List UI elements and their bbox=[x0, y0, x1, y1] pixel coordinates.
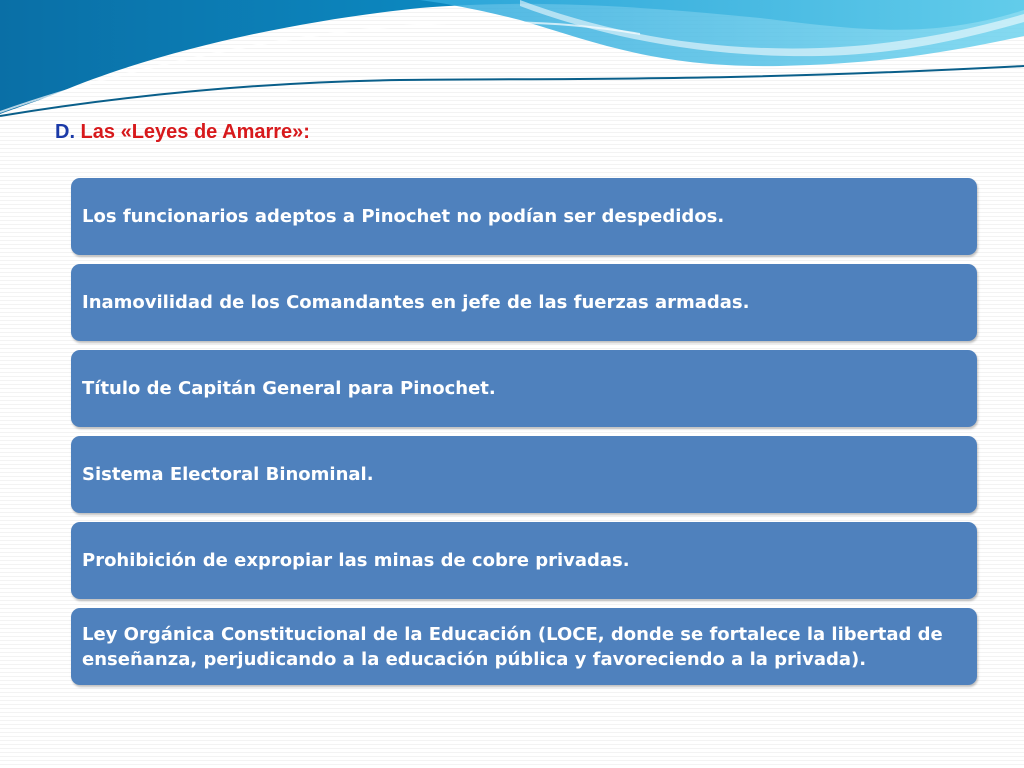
list-item bbox=[71, 436, 977, 513]
list-item-text: Prohibición de expropiar las minas de cobre privadas. bbox=[82, 550, 630, 571]
wave-edge-line bbox=[0, 66, 1024, 116]
leyes-list bbox=[71, 178, 977, 685]
slide-title-prefix: D. bbox=[55, 121, 75, 143]
list-item bbox=[71, 608, 977, 685]
list-item bbox=[71, 264, 977, 341]
list-item bbox=[71, 350, 977, 427]
list-item-text: Inamovilidad de los Comandantes en jefe de las fuerzas armadas. bbox=[82, 292, 750, 313]
slide-title bbox=[55, 118, 310, 146]
list-item-text: Los funcionarios adeptos a Pinochet no podían ser despedidos. bbox=[82, 206, 725, 227]
list-item bbox=[71, 522, 977, 599]
list-item-text: Título de Capitán General para Pinochet. bbox=[82, 378, 496, 399]
list-item-text: Ley Orgánica Constitucional de la Educación (LOCE, donde se fortalece la libertad de enseñanza, perjudicando a la educación pública y favoreciendo a la privada). bbox=[82, 623, 943, 670]
slide-title-text: Las «Leyes de Amarre»: bbox=[75, 121, 310, 143]
list-item bbox=[71, 178, 977, 255]
wave-light-band bbox=[420, 0, 1024, 66]
wave-header-decoration bbox=[0, 0, 1024, 120]
list-item-text: Sistema Electoral Binominal. bbox=[82, 464, 374, 485]
